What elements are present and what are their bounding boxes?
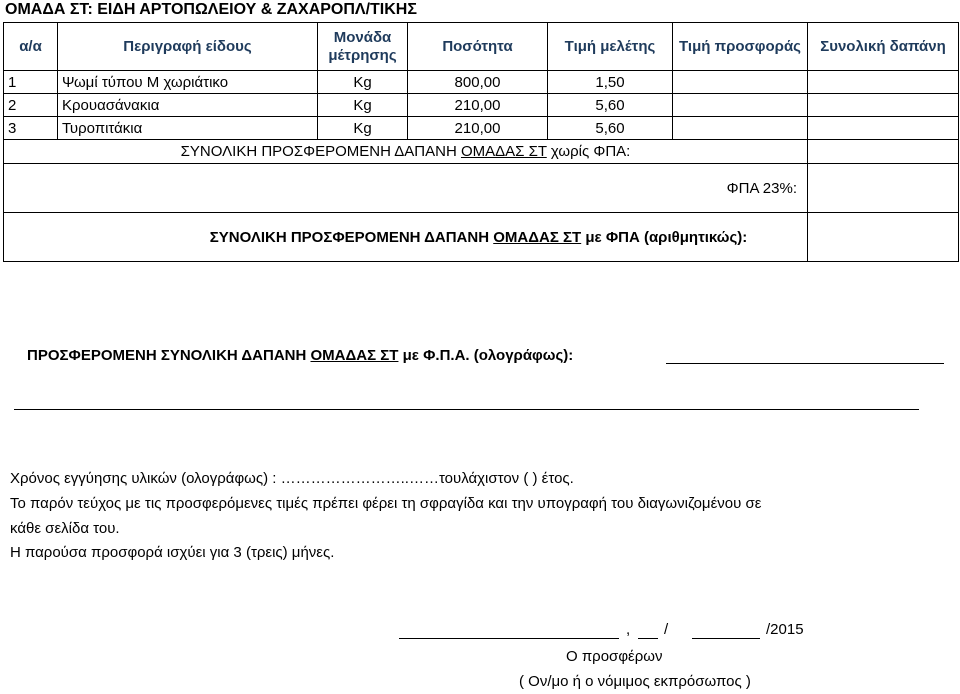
table-header-row	[4, 23, 959, 71]
sum-vat-label: ΣΥΝΟΛΙΚΗ ΠΡΟΣΦΕΡΟΜΕΝΗ ΔΑΠΑΝΗ ΟΜΑΔΑΣ ΣΤ με ΦΠΑ (αριθμητικώς):	[4, 213, 808, 262]
row-total-cell[interactable]	[808, 94, 959, 117]
vat-row	[4, 164, 959, 213]
col-unit: Μονάδα μέτρησης	[318, 23, 408, 71]
row-description: Τυροπιτάκια	[58, 117, 318, 140]
col-study-price: Τιμή μελέτης	[548, 23, 673, 71]
row-unit: Kg	[318, 117, 408, 140]
row-aa: 1	[4, 71, 58, 94]
row-quantity: 800,00	[408, 71, 548, 94]
row-aa: 2	[4, 94, 58, 117]
vat-cell[interactable]	[808, 164, 959, 213]
row-quantity: 210,00	[408, 94, 548, 117]
row-offer-price-cell[interactable]	[673, 117, 808, 140]
col-description: Περιγραφή είδους	[58, 23, 318, 71]
vat-label: ΦΠΑ 23%:	[4, 164, 808, 213]
row-unit: Kg	[318, 94, 408, 117]
sum-vat-cell[interactable]	[808, 213, 959, 262]
col-aa: α/α	[4, 23, 58, 71]
col-total: Συνολική δαπάνη	[808, 23, 959, 71]
price-table	[3, 22, 959, 262]
group-title: ΟΜΑΔΑ ΣΤ: ΕΙΔΗ ΑΡΤΟΠΩΛΕΙΟΥ & ΖΑΧΑΡΟΠΛ/ΤΙΚΗΣ	[5, 1, 417, 18]
row-description: Κρουασάνακια	[58, 94, 318, 117]
stamp-note: Το παρόν τεύχος με τις προσφερόμενες τιμές πρέπει φέρει τη σφραγίδα και την υπογραφή του διαγωνιζομένου σε	[10, 495, 762, 512]
row-offer-price-cell[interactable]	[673, 71, 808, 94]
signature-place-line[interactable]	[399, 638, 619, 639]
row-study-price: 1,50	[548, 71, 673, 94]
row-offer-price-cell[interactable]	[673, 94, 808, 117]
col-offer-price: Τιμή προσφοράς	[673, 23, 808, 71]
date-year: /2015	[766, 621, 804, 638]
date-month-line[interactable]	[692, 638, 760, 639]
row-aa: 3	[4, 117, 58, 140]
col-quantity: Ποσότητα	[408, 23, 548, 71]
date-comma: ,	[626, 621, 631, 638]
total-in-words-line[interactable]	[666, 363, 944, 364]
total-in-words-label: ΠΡΟΣΦΕΡΟΜΕΝΗ ΣΥΝΟΛΙΚΗ ΔΑΠΑΝΗ ΟΜΑΔΑΣ ΣΤ με Φ.Π.Α. (ολογράφως):	[27, 347, 574, 364]
validity-note: Η παρούσα προσφορά ισχύει για 3 (τρεις) μήνες.	[10, 544, 335, 561]
offerer-label: Ο προσφέρων	[566, 648, 663, 665]
stamp-note-cont: κάθε σελίδα του.	[10, 520, 120, 537]
row-description: Ψωμί τύπου Μ χωριάτικο	[58, 71, 318, 94]
sum-no-vat-row	[4, 140, 959, 164]
row-study-price: 5,60	[548, 94, 673, 117]
table-row	[4, 117, 959, 140]
date-slash: /	[664, 621, 669, 638]
row-total-cell[interactable]	[808, 117, 959, 140]
sum-no-vat-label: ΣΥΝΟΛΙΚΗ ΠΡΟΣΦΕΡΟΜΕΝΗ ΔΑΠΑΝΗ ΟΜΑΔΑΣ ΣΤ χωρίς ΦΠΑ:	[4, 140, 808, 164]
date-day-line[interactable]	[638, 638, 658, 639]
row-total-cell[interactable]	[808, 71, 959, 94]
total-in-words-line-2[interactable]	[14, 409, 919, 410]
row-quantity: 210,00	[408, 117, 548, 140]
representative-label: ( Ον/μο ή ο νόμιμος εκπρόσωπος )	[519, 673, 751, 690]
sum-no-vat-cell[interactable]	[808, 140, 959, 164]
table-row	[4, 94, 959, 117]
warranty-note: Χρόνος εγγύησης υλικών (ολογράφως) : ……………………..……τουλάχιστον ( ) έτος.	[10, 470, 574, 487]
table-row	[4, 71, 959, 94]
sum-vat-row	[4, 213, 959, 262]
row-study-price: 5,60	[548, 117, 673, 140]
row-unit: Kg	[318, 71, 408, 94]
